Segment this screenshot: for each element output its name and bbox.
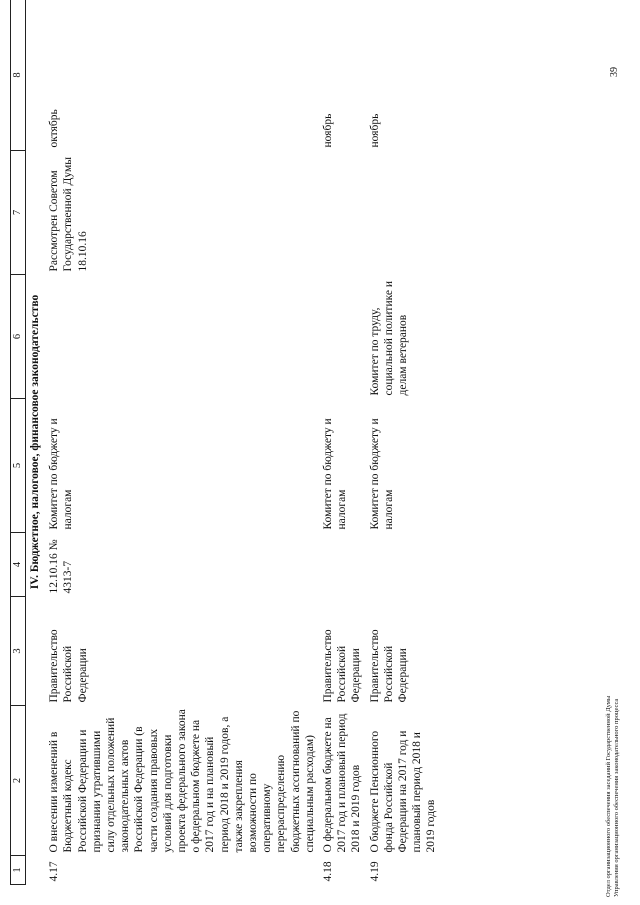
bill-title: О федеральном бюджете на 2017 год и плановый период 2018 и 2019 годов	[322, 713, 363, 853]
col-header-3: 3	[11, 597, 26, 706]
responsible-committee: Комитет по бюджету и налогам	[368, 418, 395, 530]
col-header-4: 4	[11, 533, 26, 597]
row-number: 4.19	[368, 861, 381, 882]
legislation-table	[10, 0, 440, 885]
bill-title: О бюджете Пенсионного фонда Российской Федерации на 2017 год и плановый период 2018 и 2019 годов	[368, 730, 438, 853]
month: ноябрь	[368, 113, 381, 148]
initiator: Правительство Российской Федерации	[322, 629, 363, 703]
section-title: IV. Бюджетное, налоговое, финансовое законодательство	[29, 294, 41, 590]
section-row	[26, 0, 45, 885]
row-number: 4.17	[48, 861, 61, 882]
status	[318, 151, 365, 275]
registration	[365, 533, 440, 597]
col-header-7: 7	[11, 151, 26, 275]
initiator: Правительство Российской Федерации	[48, 629, 89, 703]
col-header-8: 8	[11, 0, 26, 151]
footer-line-2: Управления организационного обеспечения законодательного процесса	[613, 698, 620, 897]
responsible-committee: Комитет по бюджету и налогам	[322, 418, 349, 530]
responsible-committee: Комитет по бюджету и налогам	[48, 418, 75, 530]
page-number: 39	[609, 67, 620, 77]
initiator: Правительство Российской Федерации	[368, 629, 410, 703]
status: Рассмотрен Советом Государственной Думы 18.10.16	[48, 157, 89, 272]
co-committee: Комитет по труду, социальной политике и делам ветеранов	[368, 280, 410, 396]
bill-title: О внесении изменений в Бюджетный кодекс Российской Федерации и признании утратившими силу отдельных положений законодательных актов Российской Федерации (в части создания правовых условий для подготовки проекта федерального закона о федеральном бюджете на 2017 год и на плановый период 2018 и 2019 годов, а также закрепления возможности по оперативному перераспределению бюджетных ассигнований по специальным расходам)	[48, 709, 316, 853]
month: октябрь	[48, 109, 61, 148]
status	[365, 151, 440, 275]
co-committee	[318, 275, 365, 399]
table-row	[318, 0, 365, 885]
registration	[318, 533, 365, 597]
co-committee	[44, 275, 318, 399]
footer-line-1: Отдел организационного обеспечения заседаний Государственной Думы	[605, 695, 612, 897]
month: ноябрь	[322, 113, 335, 148]
row-number: 4.18	[322, 861, 335, 882]
registration: 12.10.16 № 4313-7	[48, 539, 75, 594]
col-header-5: 5	[11, 399, 26, 533]
table-row	[365, 0, 440, 885]
col-header-6: 6	[11, 275, 26, 399]
header-row	[11, 0, 26, 885]
col-header-1: 1	[11, 856, 26, 885]
col-header-2: 2	[11, 706, 26, 856]
table-row	[44, 0, 318, 885]
footer	[605, 337, 621, 897]
